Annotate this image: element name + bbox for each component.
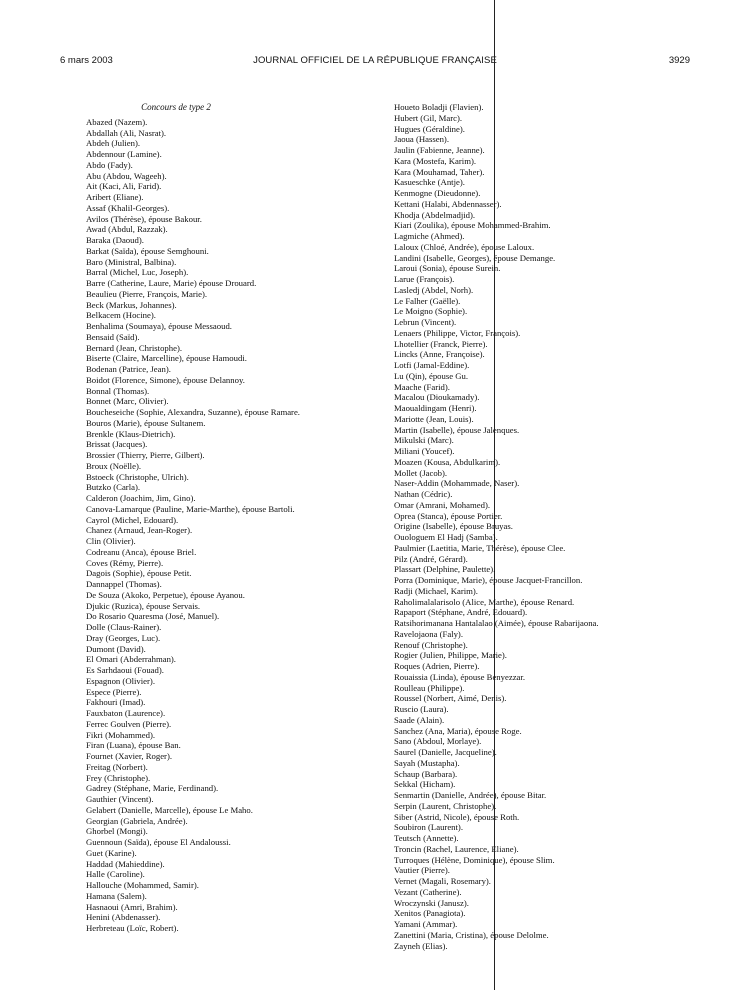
list-item: Coves (Rémy, Pierre). [86, 557, 164, 568]
list-item: Firan (Luana), épouse Ban. [86, 740, 181, 751]
list-item: Bonnal (Thomas). [86, 385, 150, 396]
list-item: Lotfi (Jamal-Eddine). [394, 360, 470, 370]
list-item: Jaulin (Fabienne, Jeanne). [394, 145, 485, 155]
list-item: Vernet (Magali, Rosemary). [394, 876, 491, 886]
list-item: Lincks (Anne, Françoise). [394, 349, 485, 360]
right-name-list [394, 102, 694, 951]
list-item: Bstoeck (Christophe, Ulrich). [86, 471, 189, 482]
list-item: Ferrec Goulven (Pierre). [86, 718, 172, 729]
list-item: Le Moigno (Sophie). [394, 306, 468, 317]
list-item: Abdennour (Lamine). [86, 149, 162, 159]
right-column [394, 102, 694, 951]
list-item: Ouologuem El Hadj (Samba). [394, 532, 498, 542]
left-name-list [86, 117, 386, 934]
list-item: Ghorbel (Mongi). [86, 826, 148, 837]
list-item: Es Sarhdaoui (Fouad). [86, 665, 164, 675]
list-item: Baraka (Daoud). [86, 235, 144, 245]
list-item: Zanettini (Maria, Cristina), épouse Delolme. [394, 929, 549, 940]
list-item: Rouaissia (Linda), épouse Benyezzar. [394, 671, 525, 682]
list-item: Pilz (André, Gérard). [394, 553, 468, 564]
list-item: Nathan (Cédric). [394, 489, 453, 499]
list-item: Hubert (Gil, Marc). [394, 112, 463, 123]
list-item: Le Falher (Gaëlle). [394, 295, 461, 306]
list-item: Djukic (Ruzica), épouse Servais. [86, 600, 201, 611]
list-item: Renouf (Christophe). [394, 639, 468, 650]
list-item: Turroques (Hélène, Dominique), épouse Slim. [394, 854, 555, 865]
list-item: Gauthier (Vincent). [86, 794, 154, 804]
list-item: Hasnaoui (Amri, Brahim). [86, 901, 178, 912]
list-item: Soubiron (Laurent). [394, 822, 463, 833]
list-item: Fakhouri (Imad). [86, 697, 146, 708]
list-item: Abazed (Nazem). [86, 116, 148, 127]
list-item: Bernard (Jean, Christophe). [86, 342, 183, 353]
list-item: Benhalima (Soumaya), épouse Messaoud. [86, 321, 232, 331]
list-item: Teutsch (Annette). [394, 833, 459, 843]
list-item: Troncin (Rachel, Laurence, Eliane). [394, 843, 519, 854]
list-item: Siber (Astrid, Nicole), épouse Roth. [394, 811, 520, 822]
list-item: Butzko (Carla). [86, 482, 141, 493]
list-item: Maache (Farid). [394, 381, 450, 392]
list-item: Herbreteau (Loïc, Robert). [86, 923, 179, 933]
list-item: Chanez (Arnaud, Jean-Roger). [86, 525, 193, 536]
list-item: Roussel (Norbert, Aimé, Denis). [394, 693, 507, 704]
list-item: Serpin (Laurent, Christophe). [394, 800, 497, 811]
list-item: Landini (Isabelle, Georges), épouse Demange. [394, 252, 556, 263]
list-item: Espece (Pierre). [86, 686, 142, 697]
list-item: Assaf (Khalil-Georges). [86, 202, 170, 213]
list-item: Awad (Abdul, Razzak). [86, 224, 168, 235]
list-item: Martin (Isabelle), épouse Jalenques. [394, 424, 520, 435]
list-item: Omar (Amrani, Mohamed). [394, 499, 491, 510]
list-item: Macalou (Dioukamady). [394, 392, 480, 403]
list-item: Ravelojaona (Faly). [394, 628, 463, 639]
list-item: Kiari (Zoulika), épouse Mohammed-Brahim. [394, 220, 551, 231]
left-column [86, 102, 386, 934]
list-item: Canova-Lamarque (Pauline, Marie-Marthe), épouse Bartoli. [86, 503, 295, 514]
list-item: Saade (Alain). [394, 714, 445, 725]
list-item: Plassart (Delphine, Paulette). [394, 564, 496, 575]
list-item: Roques (Adrien, Pierre). [394, 661, 480, 671]
list-item: Zayneh (Elias). [394, 940, 448, 951]
list-item: Sekkal (Hicham). [394, 779, 456, 790]
list-item: Moazen (Kousa, Abdulkarim). [394, 456, 501, 467]
list-item: Mariotte (Jean, Louis). [394, 413, 474, 424]
list-item: Paulmier (Laetitia, Marie, Thérèse), épouse Clee. [394, 542, 566, 553]
list-item: Do Rosario Quaresma (José, Manuel). [86, 611, 220, 622]
list-item: Fournet (Xavier, Roger). [86, 751, 173, 761]
list-item: Lu (Qin), épouse Gu. [394, 370, 469, 381]
list-item: Mollet (Jacob). [394, 467, 448, 478]
list-item: Wroczynski (Janusz). [394, 897, 469, 908]
list-item: Hugues (Géraldine). [394, 123, 465, 134]
list-item: Georgian (Gabriela, Andrée). [86, 815, 188, 826]
list-item: Radji (Michael, Karim). [394, 585, 478, 596]
list-item: Lasledj (Abdel, Norh). [394, 284, 474, 295]
list-item: Halle (Caroline). [86, 869, 145, 880]
list-item: Fauxbaton (Laurence). [86, 708, 166, 718]
list-item: El Omari (Abderrahman). [86, 654, 176, 665]
list-item: Kara (Mouhamad, Taher). [394, 166, 485, 177]
list-item: Belkacem (Hocine). [86, 310, 156, 321]
list-item: Brissat (Jacques). [86, 439, 148, 450]
list-item: Lenaers (Philippe, Victor, François). [394, 327, 521, 338]
list-item: Kasueschke (Antje). [394, 177, 465, 188]
header-page-number: 3929 [668, 55, 690, 66]
list-item: Cayrol (Michel, Edouard). [86, 514, 179, 525]
list-item: Freitag (Norbert). [86, 761, 148, 772]
list-item: Sanchez (Ana, Maria), épouse Roge. [394, 725, 522, 736]
list-item: Vautier (Pierre). [394, 865, 450, 876]
section-title: Concours de type 2 [141, 102, 211, 112]
list-item: Frey (Christophe). [86, 772, 151, 783]
list-item: Sano (Abdoul, Morlaye). [394, 736, 482, 747]
list-item: Lagmiche (Ahmed). [394, 231, 465, 241]
list-item: Kara (Mostefa, Karim). [394, 155, 477, 166]
list-item: Guennoun (Saïda), épouse El Andaloussi. [86, 837, 231, 847]
list-item: Kettani (Halabi, Abdennasser). [394, 198, 502, 209]
list-item: Bensaid (Saïd). [86, 331, 140, 342]
list-item: Laroui (Sonia), épouse Surein. [394, 263, 501, 274]
list-item: Fikri (Mohammed). [86, 729, 156, 740]
list-item: Dolle (Claus-Rainer). [86, 622, 162, 632]
list-item: Yamani (Ammar). [394, 919, 458, 929]
list-item: Espagnon (Olivier). [86, 675, 155, 686]
page-header [60, 55, 690, 69]
list-item: Hallouche (Mohammed, Samir). [86, 880, 199, 890]
list-item: Roulleau (Philippe). [394, 682, 465, 693]
list-item: Aribert (Eliane). [86, 192, 144, 202]
list-item: Avilos (Thérèse), épouse Bakour. [86, 213, 202, 224]
header-date: 6 mars 2003 [60, 55, 113, 66]
list-item: Sayah (Mustapha). [394, 757, 460, 768]
list-item: Abdallah (Ali, Nasrat). [86, 127, 167, 138]
list-item: Barkat (Saïda), épouse Semghouni. [86, 245, 209, 256]
list-item: Senmartin (Danielle, Andrée), épouse Bitar. [394, 790, 547, 800]
list-item: Beck (Markus, Johannes). [86, 299, 177, 310]
list-item: Ruscio (Laura). [394, 704, 449, 714]
list-item: Gelabert (Danielle, Marcelle), épouse Le Maho. [86, 804, 253, 815]
list-item: Dannappel (Thomas). [86, 579, 162, 589]
list-item: Ratsihorimanana Hantalalao (Aimée), épouse Rabarijaona. [394, 618, 599, 628]
list-item: Haddad (Mahieddine). [86, 858, 165, 869]
list-item: Larue (François). [394, 274, 455, 284]
list-item: Miliani (Youcef). [394, 446, 455, 456]
list-item: Biserte (Claire, Marcelline), épouse Hamoudi. [86, 353, 247, 364]
list-item: Jaoua (Hassen). [394, 134, 450, 145]
list-item: Ait (Kaci, Ali, Farid). [86, 181, 162, 192]
list-item: Gadrey (Stéphane, Marie, Ferdinand). [86, 783, 219, 794]
list-item: Dray (Georges, Luc). [86, 632, 161, 643]
list-item: Codreanu (Anca), épouse Briel. [86, 546, 197, 557]
list-item: Mikulski (Marc). [394, 435, 454, 446]
list-item: Bodenan (Patrice, Jean). [86, 364, 171, 374]
list-item: Barre (Catherine, Laure, Marie) épouse Drouard. [86, 278, 257, 288]
list-item: Maoualdingam (Henri). [394, 403, 477, 413]
list-item: Hamana (Salem). [86, 890, 147, 901]
list-item: Boidot (Florence, Simone), épouse Delannoy. [86, 374, 245, 385]
list-item: Xenitos (Panagiota). [394, 908, 466, 919]
list-item: Raholimalalarisolo (Alice, Marthe), épouse Renard. [394, 596, 575, 607]
list-item: Boucheseiche (Sophie, Alexandra, Suzanne), épouse Ramare. [86, 407, 300, 417]
list-item: Beaulieu (Pierre, François, Marie). [86, 288, 208, 299]
list-item: Abdo (Fady). [86, 159, 133, 170]
list-item: Rogier (Julien, Philippe, Marie). [394, 650, 507, 661]
list-item: Calderon (Joachim, Jim, Gino). [86, 493, 196, 503]
list-item: Saurel (Danielle, Jacqueline). [394, 747, 497, 757]
list-item: Khodja (Abdelmadjid). [394, 209, 476, 220]
list-item: Rapaport (Stéphane, André, Edouard). [394, 607, 528, 618]
list-item: Brenkle (Klaus-Dietrich). [86, 428, 176, 439]
list-item: Abdeh (Julien). [86, 138, 141, 149]
list-item: Abu (Abdou, Wageeh). [86, 170, 167, 181]
list-item: Clin (Olivier). [86, 536, 136, 546]
list-item: Lhotellier (Franck, Pierre). [394, 338, 488, 349]
list-item: Origine (Isabelle), épouse Bruyas. [394, 521, 513, 532]
list-item: Porra (Dominique, Marie), épouse Jacquet-Francillon. [394, 575, 583, 585]
list-item: Brossier (Thierry, Pierre, Gilbert). [86, 450, 205, 460]
list-item: Dagois (Sophie), épouse Petit. [86, 568, 192, 579]
list-item: Dumont (David). [86, 643, 146, 654]
list-item: Lebrun (Vincent). [394, 317, 457, 327]
list-item: Baro (Ministral, Balbina). [86, 256, 177, 267]
list-item: Oprea (Stanca), épouse Portier. [394, 510, 503, 521]
list-item: Vezant (Catherine). [394, 886, 462, 897]
list-item: Henini (Abdenasser). [86, 912, 161, 923]
list-item: Broux (Noëlle). [86, 460, 142, 471]
list-item: Bonnet (Marc, Olivier). [86, 396, 169, 407]
list-item: Guet (Karine). [86, 847, 137, 858]
header-journal-title: JOURNAL OFFICIEL DE LA RÉPUBLIQUE FRANÇAISE [253, 55, 497, 66]
list-item: Bouros (Marie), épouse Sultanem. [86, 417, 206, 428]
list-item: Kenmogne (Dieudonne). [394, 188, 481, 198]
list-item: Naser-Addin (Mohammade, Naser). [394, 478, 520, 489]
list-item: Schaup (Barbara). [394, 768, 458, 779]
list-item: De Souza (Akoko, Perpetue), épouse Ayanou. [86, 589, 245, 600]
list-item: Barral (Michel, Luc, Joseph). [86, 267, 189, 278]
list-item: Laloux (Chloé, Andrée), épouse Laloux. [394, 241, 535, 252]
list-item: Houeto Boladji (Flavien). [394, 102, 484, 112]
